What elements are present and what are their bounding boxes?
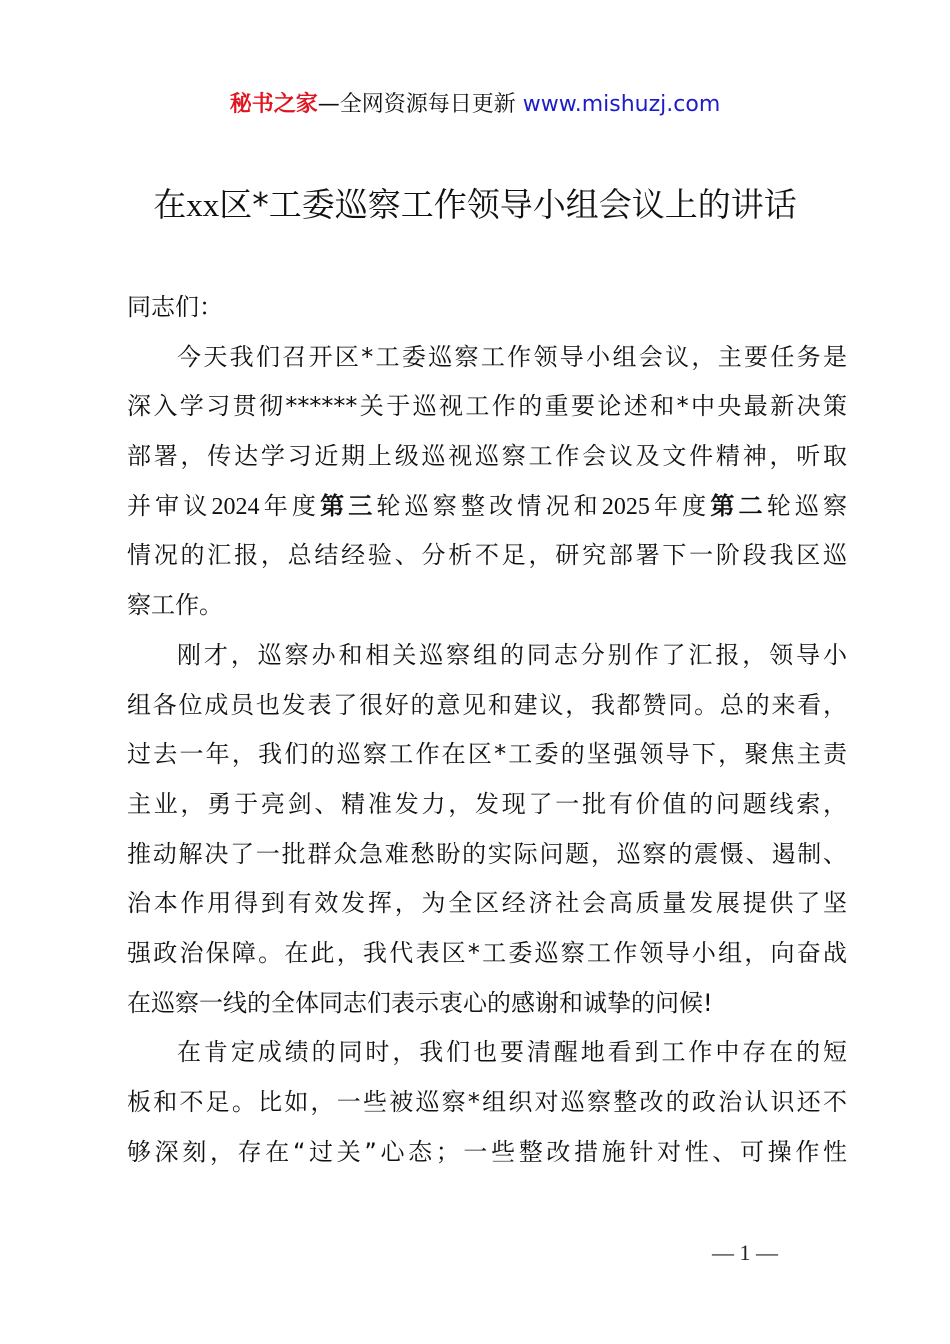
bold-round-label: 第三 bbox=[320, 491, 377, 520]
paragraph-line: 主业，勇于亮剑、精准发力，发现了一批有价值的问题线索， bbox=[127, 789, 847, 818]
paragraph-line bbox=[127, 482, 847, 532]
header-slogan: —全网资源每日更新 bbox=[317, 92, 523, 117]
brand-name: 秘书之家 bbox=[229, 92, 318, 117]
document-body bbox=[127, 283, 847, 1177]
paragraph-line: 板和不足。比如，一些被巡察*组织对巡察整改的政治认识还不 bbox=[127, 1088, 847, 1116]
year-number: 2025 bbox=[601, 493, 650, 520]
paragraph-line: 强政治保障。在此，我代表区*工委巡察工作领导小组，向奋战 bbox=[127, 938, 847, 967]
year-number: 2024 bbox=[211, 493, 260, 520]
paragraph-line: 深入学习贯彻******关于巡视工作的重要论述和*中央最新决策 bbox=[127, 392, 847, 421]
document-title bbox=[0, 182, 950, 229]
paragraph-line: 在巡察一线的全体同志们表示衷心的感谢和诚挚的问候! bbox=[127, 988, 713, 1017]
title-prefix: 在 bbox=[153, 185, 187, 224]
text-run: 轮巡察 bbox=[766, 491, 848, 520]
paragraph-line: 在肯定成绩的同时，我们也要清醒地看到工作中存在的短 bbox=[177, 1038, 847, 1067]
paragraph-line: 过去一年，我们的巡察工作在区*工委的坚强领导下，聚焦主责 bbox=[127, 740, 847, 769]
text-run: 并审议 bbox=[127, 491, 212, 520]
paragraph-line: 部署，传达学习近期上级巡视巡察工作会议及文件精神，听取 bbox=[127, 442, 847, 471]
salutation: 同志们： bbox=[127, 293, 223, 321]
text-run: 年度 bbox=[649, 491, 711, 520]
title-suffix: 区*工委巡察工作领导小组会议上的讲话 bbox=[219, 185, 797, 224]
paragraph-line: 推动解决了一批群众急难愁盼的实际问题，巡察的震慑、遏制、 bbox=[127, 839, 847, 868]
title-placeholder: xx bbox=[186, 188, 220, 224]
paragraph-line: 治本作用得到有效发挥，为全区经济社会高质量发展提供了坚 bbox=[127, 889, 847, 918]
paragraph-line: 情况的汇报，总结经验、分析不足，研究部署下一阶段我区巡 bbox=[127, 541, 847, 570]
paragraph-line: 组各位成员也发表了很好的意见和建议，我都赞同。总的来看， bbox=[127, 690, 847, 719]
paragraph-line: 刚才，巡察办和相关巡察组的同志分别作了汇报，领导小 bbox=[177, 640, 847, 669]
text-run: 轮巡察整改情况和 bbox=[376, 491, 602, 520]
site-url-link[interactable]: www.mishuzj.com bbox=[522, 92, 721, 117]
paragraph-line: 够深刻，存在“过关”心态；一些整改措施针对性、可操作性 bbox=[127, 1137, 847, 1166]
site-header bbox=[0, 88, 950, 122]
paragraph-line: 察工作。 bbox=[127, 591, 223, 620]
page-number: — 1 — bbox=[712, 1240, 778, 1265]
text-run: 年度 bbox=[259, 491, 321, 520]
bold-round-label: 第二 bbox=[710, 491, 767, 520]
paragraph-line: 今天我们召开区*工委巡察工作领导小组会议，主要任务是 bbox=[177, 342, 847, 371]
